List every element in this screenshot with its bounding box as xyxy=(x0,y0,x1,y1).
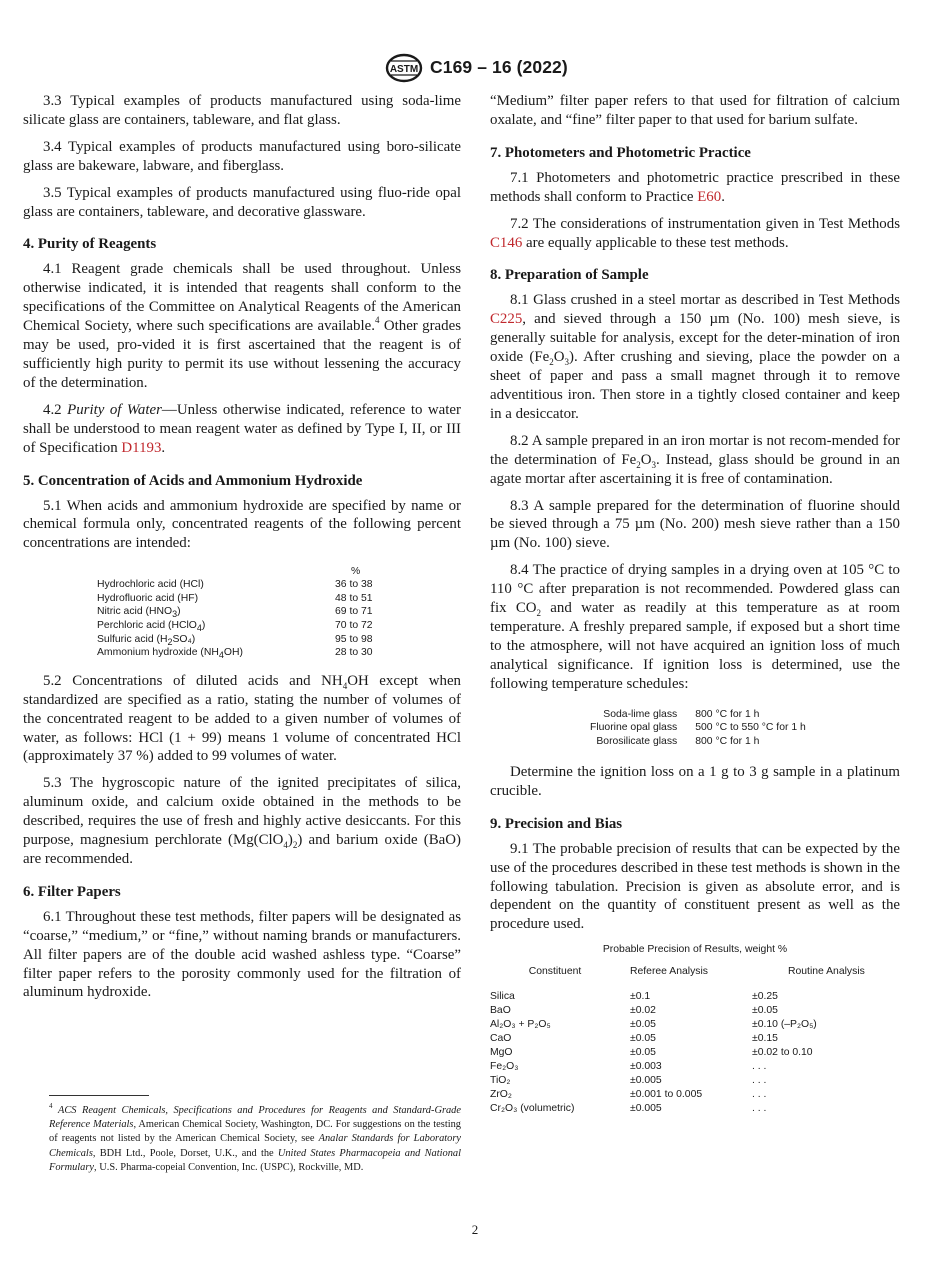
right-column xyxy=(490,92,900,1116)
page-header xyxy=(0,53,950,85)
col-header-constituent: Constituent xyxy=(528,966,582,978)
heading-section-6: 6. Filter Papers xyxy=(23,883,121,900)
table-row: Perchloric acid (HClO$_4$) 70 to 72 xyxy=(97,620,373,634)
link-d1193[interactable]: D1193 xyxy=(121,439,162,456)
col-header-referee: Referee Analysis xyxy=(630,966,708,978)
para-6-1-cont: “Medium” filter paper refers to that used for filtration of calcium oxalate, and “fine” filter paper to that used for barium sulfate. xyxy=(490,93,900,128)
table-row: Hydrochloric acid (HCl) 36 to 38 xyxy=(97,579,373,591)
document-designation: C169 – 16 (2022) xyxy=(430,57,568,77)
page-number: 2 xyxy=(471,1222,479,1237)
footnote-divider xyxy=(49,1095,149,1096)
para-3-3: 3.3 Typical examples of products manufactured using soda-lime silicate glass are containers, tableware, and flat glass. xyxy=(23,93,461,128)
heading-section-5: 5. Concentration of Acids and Ammonium Hydroxide xyxy=(23,472,363,489)
table-row: Borosilicate glass 800 °C for 1 h xyxy=(596,736,760,748)
para-8-4: 8.4 The practice of drying samples in a drying oven at 105 °C to 110 °C after preparation is not recommended. Powdered glass can fix $CO_2$ and water as readily at this temperature as at room temperature. A freshly prepared sample, if exposed but a short time to the atmosphere, will not have acquired an ignition loss of much analytical significance. If ignition loss is determined, use the following temperature schedules: xyxy=(490,562,901,692)
para-9-1: 9.1 The probable precision of results that can be expected by the use of the procedures described in these test methods is shown in the following tabulation. Precision is given as absolute error, and is dependent on the quantity of constituent present as well as the procedure used. xyxy=(490,840,900,933)
para-8-5: Determine the ignition loss on a 1 g to 3 g sample in a platinum crucible. xyxy=(490,763,900,799)
para-5-2: 5.2 Concentrations of diluted acids and $NH_4OH$ except when standardized are specified as a ratio, stating the number of volumes of the concentrated reagent to be added to a given number of volumes of water, as follows: HCl (1 + 99) means 1 volume of concentrated HCl (approximately 37 %) added to 99 volumes of water. xyxy=(23,672,462,765)
left-column xyxy=(23,92,461,1010)
para-4-1: 4.1 Reagent grade chemicals shall be used throughout. Unless otherwise indicated, it is intended that reagents shall conform to the specifications of the Committee on Analytical Reagents of the American Chemical Society, where such specifications are available.$^4$ Other grades may be used, pro-vided it is first ascertained that the reagent is of sufficiently high purity to permit its use without lessening the accuracy of the determination. xyxy=(23,261,462,391)
temperature-schedule-table xyxy=(590,708,806,749)
astm-logo-icon xyxy=(384,53,424,83)
para-4-2: 4.2 Purity of Water—Unless otherwise indicated, reference to water shall be understood to mean reagent water as defined by Type I, II, or III of Specification D1193. xyxy=(23,401,461,456)
link-c146[interactable]: C146 xyxy=(490,234,523,251)
para-6-1: 6.1 Throughout these test methods, filter papers will be designated as “coarse,” “medium,” or “fine,” without naming brands or manufacturers. All filter papers are of the double acid washed ashless type. “Coarse” filter paper refers to the porosity commonly used for the filtration of aluminum hydroxide. xyxy=(23,908,461,1001)
table-row: Hydrofluoric acid (HF) 48 to 51 xyxy=(97,592,373,604)
para-8-1: 8.1 Glass crushed in a steel mortar as described in Test Methods C225, and sieved through a 150 µm (No. 100) mesh sieve, is generally suitable for analysis, except for the deter-mination of iron oxide $(Fe_2O_3)$. After crushing and sieving, place the powder on a sheet of paper and pass a small magnet through it to remove adventitious iron. Then store in a tightly closed container and keep in a desiccator. xyxy=(490,292,901,422)
col-header-routine: Routine Analysis xyxy=(788,966,865,978)
svg-text:ASTM: ASTM xyxy=(389,64,419,75)
para-8-3: 8.3 A sample prepared for the determination of fluorine should be sieved through a 75 µm (No. 200) mesh sieve rather than a 150 µm (No. 100) sieve. xyxy=(490,497,900,552)
table-row: Fluorine opal glass 500 °C to 550 °C for 1 h xyxy=(590,722,806,734)
table-row: Sulfuric acid $(H_2SO_4)$ 95 to 98 xyxy=(97,633,373,647)
link-c225[interactable]: C225 xyxy=(490,311,523,328)
table-row: Cr₂O₃ (volumetric) ±0.005 . . . xyxy=(490,1103,767,1115)
para-3-5: 3.5 Typical examples of products manufactured using fluo-ride opal glass are containers, tableware, and decorative glassware. xyxy=(23,184,461,220)
heading-section-8: 8. Preparation of Sample xyxy=(490,267,649,284)
para-7-1: 7.1 Photometers and photometric practice prescribed in these methods shall conform to Practice E60. xyxy=(490,169,900,205)
precision-table xyxy=(490,961,900,1116)
para-7-2: 7.2 The considerations of instrumentation given in Test Methods C146 are equally applicable to these test methods. xyxy=(490,215,900,251)
heading-section-9: 9. Precision and Bias xyxy=(490,815,623,832)
para-8-2: 8.2 A sample prepared in an iron mortar is not recom-mended for the determination of $Fe_2O_3$. Instead, glass should be ground in an agate mortar after ascertaining it is free of contamination. xyxy=(490,432,901,487)
table-row: Nitric acid $(HNO_3)$ 69 to 71 xyxy=(97,606,373,620)
table-row: BaO ±0.02 ±0.05 xyxy=(490,1005,778,1017)
para-5-3: 5.3 The hygroscopic nature of the ignited precipitates of silica, aluminum oxide, and calcium oxide obtained in the methods to be described, requires the use of fresh and highly active desiccants. For this purpose, magnesium perchlorate $(Mg(ClO_4)_2)$ and barium oxide (BaO) are recommended. xyxy=(23,775,461,867)
precision-table-caption: Probable Precision of Results, weight % xyxy=(602,944,788,956)
table-row: Al₂O₃ + P₂O₅ ±0.05 ±0.10 (–P₂O₅) xyxy=(490,1019,817,1031)
table-row: Fe₂O₃ ±0.003 . . . xyxy=(490,1061,767,1073)
table-row: ZrO₂ ±0.001 to 0.005 . . . xyxy=(490,1089,767,1101)
table-row: CaO ±0.05 ±0.15 xyxy=(490,1033,778,1045)
footnote-ref-4[interactable]: 4 xyxy=(374,315,380,326)
link-e60[interactable]: E60 xyxy=(697,188,722,205)
table-row: Soda-lime glass 800 °C for 1 h xyxy=(603,708,760,720)
conc-header: % xyxy=(351,566,361,578)
table-row: MgO ±0.05 ±0.02 to 0.10 xyxy=(490,1047,813,1059)
para-5-1: 5.1 When acids and ammonium hydroxide are specified by name or chemical formula only, concentrated reagents of the following percent concentrations are intended: xyxy=(23,497,461,552)
heading-section-4: 4. Purity of Reagents xyxy=(23,236,157,253)
para-3-4: 3.4 Typical examples of products manufactured using boro-silicate glass are bakeware, labware, and fiberglass. xyxy=(23,138,461,174)
table-row: TiO₂ ±0.005 . . . xyxy=(490,1075,767,1087)
table-row: Ammonium hydroxide $(NH_4OH)$ 28 to 30 xyxy=(97,647,373,661)
acid-concentration-table xyxy=(97,565,373,660)
footnote-4: $^4$ ACS Reagent Chemicals, Specifications and Procedures for Reagents and Standard-Grade Reference Materials, American Chemical Society, Washington, DC. For suggestions on the testing of reagents not listed by the American Chemical Society, see Analar Standards for Laboratory Chemicals, BDH Ltd., Poole, Dorset, U.K., and the United States Pharmacopeia and National Formulary, U.S. Pharma-copeial Convention, Inc. (USPC), Rockville, MD. xyxy=(49,1101,462,1173)
heading-section-7: 7. Photometers and Photometric Practice xyxy=(490,144,751,161)
table-row: Silica ±0.1 ±0.25 xyxy=(490,991,778,1003)
